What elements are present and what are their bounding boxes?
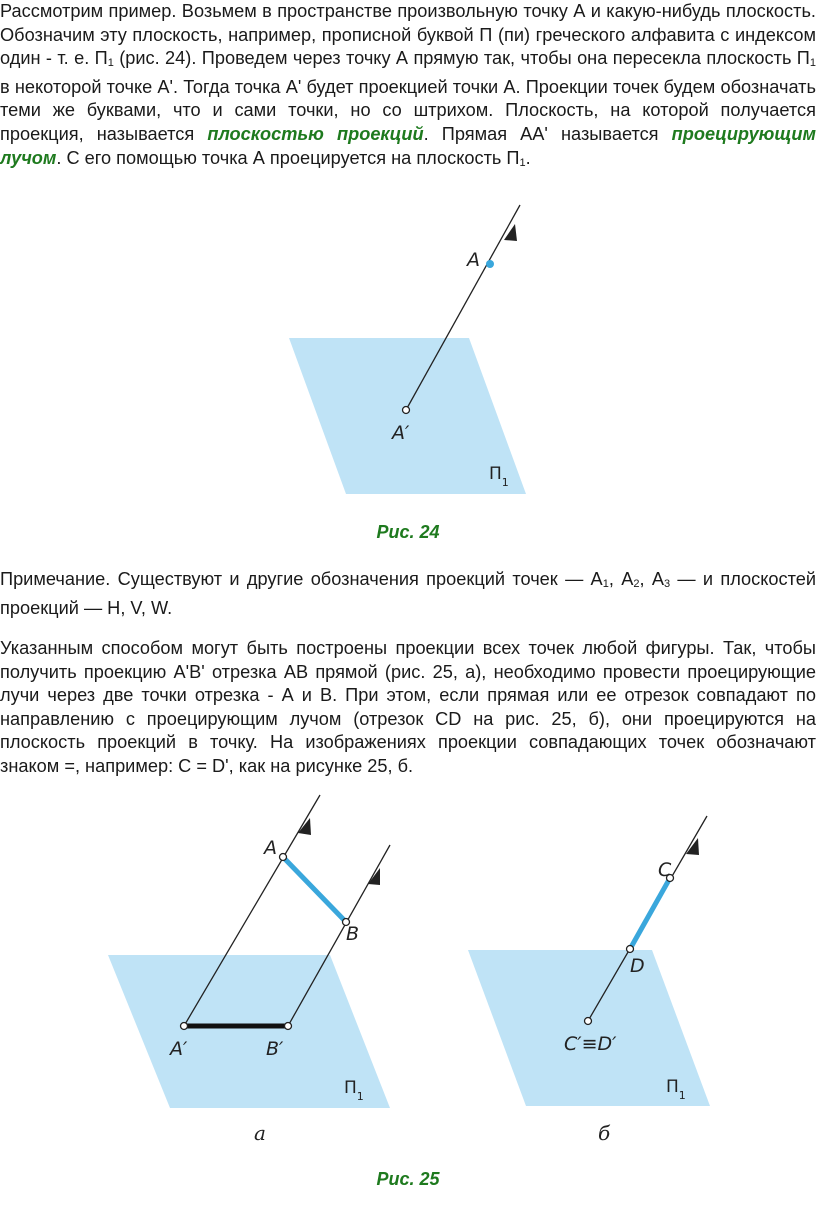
point-a-prime — [403, 407, 410, 414]
label-plane: $П_1$ — [489, 464, 509, 489]
point-a — [280, 854, 287, 861]
label-plane: $П_1$ — [666, 1077, 686, 1102]
sublabel-b: б — [598, 1121, 611, 1145]
arrow-icon — [368, 868, 380, 885]
point-cd-prime — [585, 1018, 592, 1025]
point-d — [627, 946, 634, 953]
term-projecting-ray: проецирующим лучом — [0, 123, 816, 168]
figure-25a — [108, 795, 390, 1145]
paragraph-intro: Рассмотрим пример. Возьмем в пространстве произвольную точку А и какую-нибудь плоскость. Обозначим эту плоскость, например, прописной буквой П (пи) греческого алфавита с индексом один - т. е. $П_1$ (рис. 24). Проведем через точку А прямую так, чтобы она пересекла плоскость $П_1$ в некоторой точке А'. Тогда точка А' будет проекцией точки А. Проекции точек будем обозначать теми же буквами, что и сами точки, но со штрихом. Плоскость, на которой получается проекция, называется плоскостью проекций. Прямая АА' называется проецирующим лучом. С его помощью точка А проецируется на плоскость $П_1$. — [0, 1, 816, 169]
label-cd-prime: C′≡D′ — [564, 1033, 617, 1055]
label-c: C — [658, 859, 672, 881]
term-projection-plane: плоскостью проекций — [207, 123, 424, 144]
segment-ab — [283, 857, 346, 922]
label-b: B — [346, 923, 360, 945]
label-a-prime: A′ — [392, 422, 410, 444]
point-b-prime — [285, 1023, 292, 1030]
point-a-prime — [181, 1023, 188, 1030]
figure-25b — [468, 816, 710, 1145]
figure-25 — [0, 785, 816, 1155]
segment-cd — [630, 878, 670, 949]
paragraph-segment: Указанным способом могут быть построены проекции всех точек любой фигуры. Так, чтобы получить проекцию А'В' отрезка АВ прямой (рис. 25, а), необходимо провести проецирующие лучи через две точки отрезка - А и В. При этом, если прямая или ее отрезок совпадают по направлению с проецирующим лучом (отрезок CD на рис. 25, б), они проецируются на плоскость проекций в точку. На изображениях проекции совпадающих точек обозначают знаком =, например: С = D', как на рисунке 25, б. — [0, 638, 816, 776]
arrow-icon — [504, 224, 517, 241]
paragraph-note: Примечание. Существуют и другие обозначения проекций точек — $А_1$, $А_2$, $А_3$ — и плоскостей проекций — H, V, W. — [0, 569, 816, 618]
label-plane: $П_1$ — [344, 1078, 364, 1103]
point-a — [486, 260, 494, 268]
figure-24-caption: Рис. 24 — [376, 522, 440, 542]
sublabel-a: а — [254, 1121, 266, 1145]
figure-24 — [0, 190, 816, 510]
figure-25-caption: Рис. 25 — [376, 1169, 440, 1189]
label-b-prime: B′ — [266, 1038, 284, 1060]
label-a: A — [264, 837, 277, 859]
label-d: D — [630, 955, 645, 977]
label-a: A — [467, 249, 480, 271]
label-a-prime: A′ — [170, 1038, 188, 1060]
